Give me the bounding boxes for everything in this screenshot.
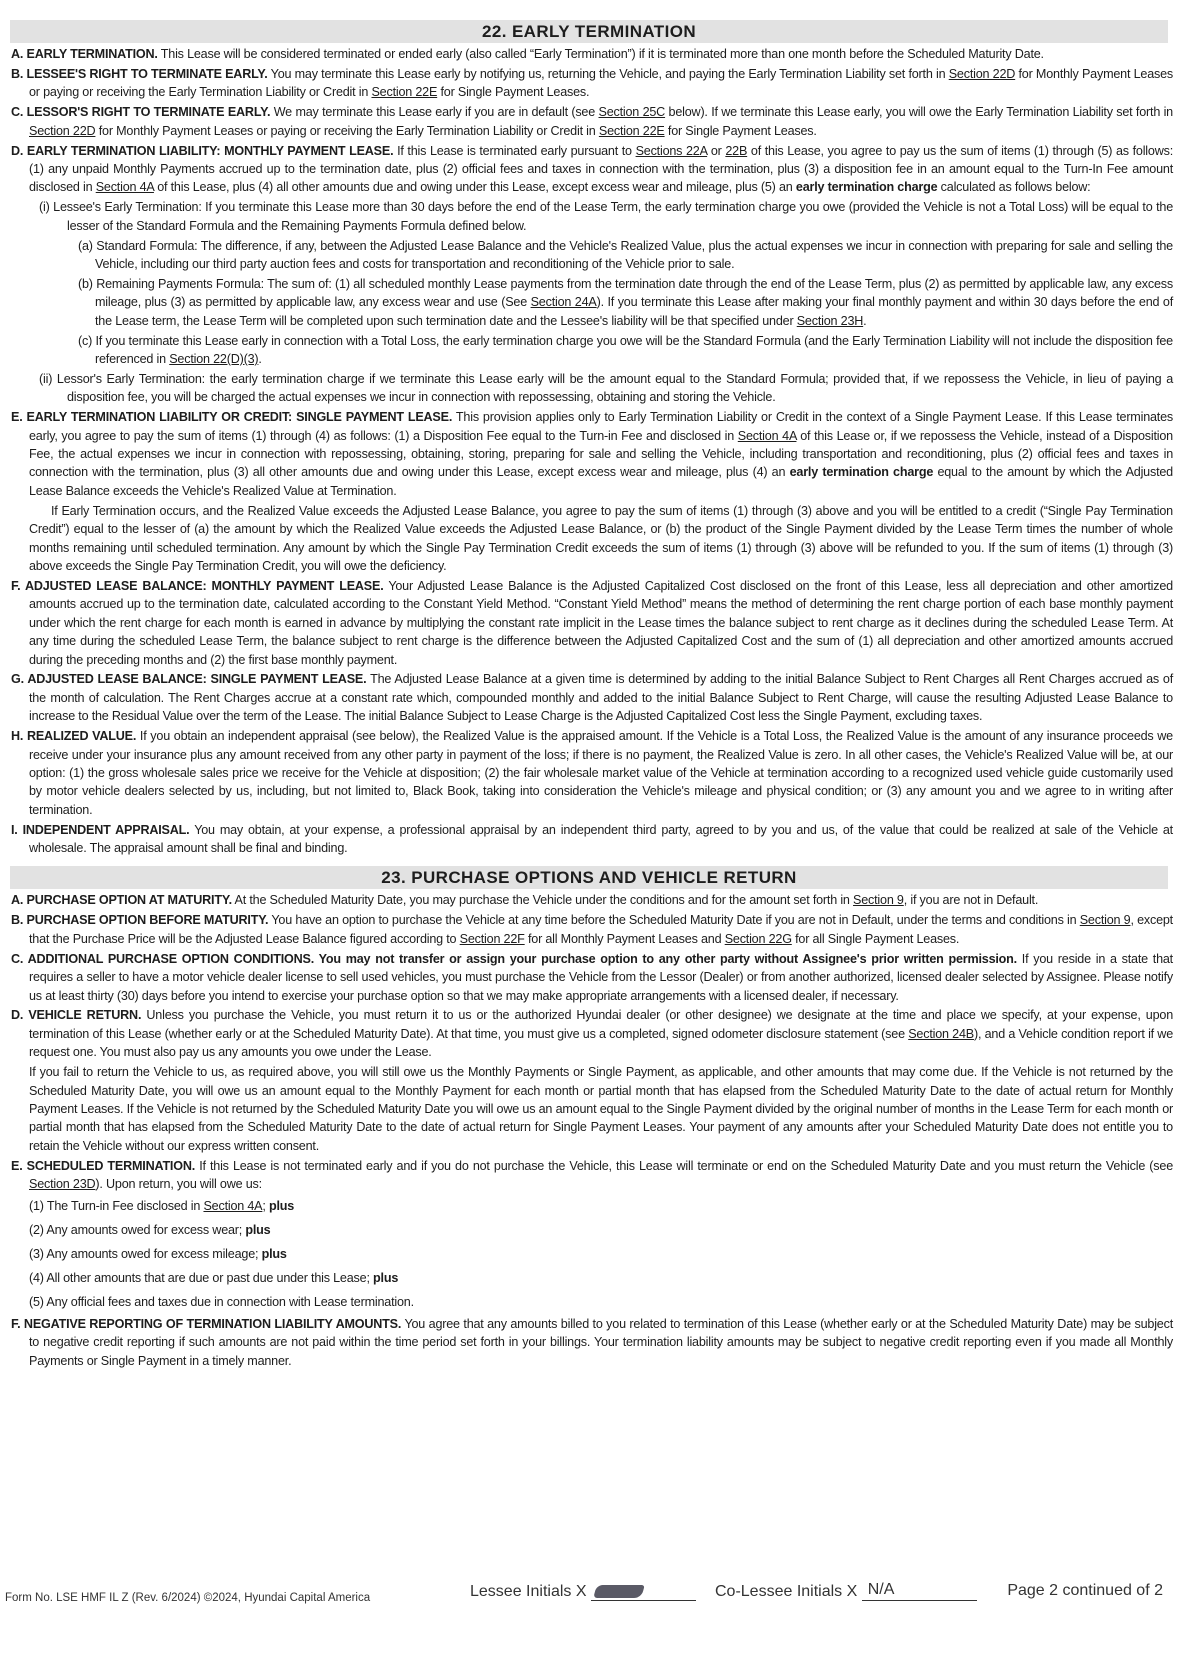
section-ref: Section 24A (530, 295, 597, 310)
page-number: Page 2 continued of 2 (1007, 1582, 1163, 1599)
clause-22b: B. LESSEE'S RIGHT TO TERMINATE EARLY. You may terminate this Lease early by notifying us, returning the Vehicle, and paying the Early Termination Liability set forth in Section 22D for Monthly Payment Leases or paying or receiving the Early Termination Liability or Credit in Section 22E for Single Payment Leases. (11, 66, 1174, 100)
lease-text (5, 20, 1173, 1372)
colessee-initials-label: Co-Lessee Initials X (715, 1583, 858, 1600)
list-item: (4) All other amounts that are due or past due under this Lease; plus (29, 1270, 399, 1285)
section-ref: Section 22E (598, 123, 665, 138)
list-item: (2) Any amounts owed for excess wear; plus (29, 1222, 271, 1237)
section-ref: Section 9 (853, 893, 904, 908)
clause-23f: F. NEGATIVE REPORTING OF TERMINATION LIABILITY AMOUNTS. You agree that any amounts billed to you related to termination of this Lease (whether early or at the Scheduled Maturity Date) may be subject to negative credit reporting if such amounts are not paid within the time period set forth in your billings. Your termination liability amounts may be subject to negative credit reporting even if you made all Monthly Payments or Single Payment in a timely manner. (11, 1316, 1174, 1368)
clause-22c: C. LESSOR'S RIGHT TO TERMINATE EARLY. We may terminate this Lease early if you are in default (see Section 25C below). If we terminate this Lease early, you will owe the Early Termination Liability set forth in Section 22D for Monthly Payment Leases or paying or receiving the Early Termination Liability or Credit in Section 22E for Single Payment Leases. (11, 105, 1173, 138)
clause-23c: C. ADDITIONAL PURCHASE OPTION CONDITIONS. You may not transfer or assign your purchase option to any other party without Assignee's prior written permission. If you reside in a state that requires a seller to have a motor vehicle dealer license to sell used vehicles, you must purchase the Vehicle from the Lessor (Dealer) or from another authorized, licensed dealer selected by Assignee. Please notify us at least thirty (30) days before you intend to exercise your purchase option so that we may make appropriate arrangements with a licensed dealer, if necessary. (11, 951, 1173, 1003)
clause-23d: D. VEHICLE RETURN. Unless you purchase the Vehicle, you must return it to us or the authorized Hyundai dealer (or other designee) we designate at the time and place we specify, at your expense, upon termination of this Lease (whether early or at the Scheduled Maturity Date). At that time, you must give us a completed, signed odometer disclosure statement (see Section 24B), and a Vehicle condition report if we request one. You must also pay us any amounts you owe under the Lease. (11, 1008, 1174, 1060)
clause-22h: H. REALIZED VALUE. If you obtain an independent appraisal (see below), the Realized Value is the appraised amount. If the Vehicle is a Total Loss, the Realized Value is the amount of any insurance proceeds we receive under your insurance plus any amount received from any other party in payment of the loss; if there is no payment, the Realized Value is zero. In all other cases, the Vehicle's Realized Value will be, at our option: (1) the gross wholesale sales price we receive for the Vehicle at disposition; (2) the fair wholesale market value of the Vehicle at termination according to a recognized used vehicle guide customarily used by motor vehicle dealers selected by us, including, but not limited to, Black Book, taking into consideration the Vehicle's mileage and physical condition; or (3) any amount you and we agree to in writing after termination. (11, 729, 1173, 817)
clause-22e-continued: If Early Termination occurs, and the Realized Value exceeds the Adjusted Lease Balance, you agree to pay the sum of items (1) through (3) above and you will be entitled to a credit (“Single Pay Termination Credit”) equal to the lesser of (a) the amount by which the Realized Value exceeds the Adjusted Lease Balance, or (b) the product of the Single Payment divided by the Lease Term times the number of whole months remaining until scheduled termination. Any amount by which the Single Pay Termination Credit exceeds the sum of items (1) through (3) above will be refunded to you. If the sum of items (1) through (3) above exceeds the Single Pay Termination Credit, you will owe the deficiency. (29, 503, 1173, 573)
clause-22d-i-b: (b) Remaining Payments Formula: The sum of: (1) all scheduled monthly Lease payments from the termination date through the end of the Lease Term, plus (2) as permitted by applicable law, any excess mileage, plus (3) as permitted by applicable law, any excess wear and use (See Section 24A). If you terminate this Lease after making your final monthly payment and within 30 days before the end of the Lease term, the Lease Term will be completed upon such termination date and the Lessee's liability will be that specified under Section 23H. (78, 276, 1174, 328)
lessee-initials-label: Lessee Initials X (470, 1583, 587, 1600)
colessee-initials (715, 1582, 977, 1601)
section-ref: Sections 22A (635, 143, 708, 158)
clause-23b: B. PURCHASE OPTION BEFORE MATURITY. You have an option to purchase the Vehicle at any time before the Scheduled Maturity Date if you are not in Default, under the terms and conditions in Section 9, except that the Purchase Price will be the Adjusted Lease Balance figured according to Section 22F for all Monthly Payment Leases and Section 22G for all Single Payment Leases. (11, 913, 1173, 946)
lessee-initials-field[interactable] (591, 1582, 696, 1601)
colessee-initials-value: N/A (867, 1581, 895, 1598)
section-ref: Section 22D (948, 66, 1016, 81)
section-ref: Section 24B (908, 1026, 974, 1041)
section-ref: Section 4A (203, 1198, 263, 1213)
section-ref: Section 23D (29, 1177, 96, 1192)
clause-22e: E. EARLY TERMINATION LIABILITY OR CREDIT: SINGLE PAYMENT LEASE. This provision applies only to Early Termination Liability or Credit in the context of a Single Payment Lease. If this Lease terminates early, you agree to pay the sum of items (1) through (4) as follows: (1) a Disposition Fee equal to the Turn-in Fee and disclosed in Section 4A of this Lease or, if we repossess the Vehicle, instead of a Disposition Fee, the actual expenses we incur in connection with repossessing, obtaining, storing, preparing for sale and selling the Vehicle, including transportation and reconditioning, plus (2) official fees and taxes in connection with the termination, plus (3) all other amounts due and owing under this Lease, except excess wear and mileage, plus (4) an early termination charge equal to the amount by which the Adjusted Lease Balance exceeds the Vehicle's Realized Value at Termination. (11, 410, 1174, 498)
clause-22d: D. EARLY TERMINATION LIABILITY: MONTHLY PAYMENT LEASE. If this Lease is terminated early pursuant to Sections 22A or 22B of this Lease, you agree to pay us the sum of items (1) through (5) as follows: (1) any unpaid Monthly Payments accrued up to the termination date, plus (2) official fees and taxes in connection with the termination, plus (3) a disposition fee in an amount equal to the Turn-In Fee amount disclosed in Section 4A of this Lease, plus (4) all other amounts due and owing under this Lease, except excess wear and mileage, plus (5) an early termination charge calculated as follows below: (11, 143, 1173, 195)
list-item: (3) Any amounts owed for excess mileage; plus (29, 1246, 287, 1261)
section-ref: Section 23H (796, 313, 864, 328)
section-ref: Section 22(D)(3) (169, 352, 259, 366)
section-ref: Section 25C (598, 105, 666, 120)
section-ref: Section 22G (724, 931, 792, 946)
clause-22d-i-c: (c) If you terminate this Lease early in connection with a Total Loss, the early termination charge you owe will be the Standard Formula (and the Early Termination Liability will not include the disposition fee referenced in Section 22(D)(3). (78, 333, 1173, 366)
section-23-title: 23. PURCHASE OPTIONS AND VEHICLE RETURN (10, 866, 1168, 889)
clause-22d-i-a: (a) Standard Formula: The difference, if any, between the Adjusted Lease Balance and the Vehicle's Realized Value, plus the actual expenses we incur in connection with preparing for sale and selling the Vehicle, including our third party auction fees and costs for transportation and reconditioning of the Vehicle prior to sale. (78, 238, 1173, 271)
list-item: (5) Any official fees and taxes due in connection with Lease termination. (29, 1294, 414, 1309)
clause-23e: E. SCHEDULED TERMINATION. If this Lease is not terminated early and if you do not purchase the Vehicle, this Lease will terminate or end on the Scheduled Maturity Date and you must return the Vehicle (see Section 23D). Upon return, you will owe us: (11, 1158, 1173, 1192)
page-footer (5, 1580, 1175, 1610)
section-ref: Section 4A (737, 428, 797, 443)
clause-22g: G. ADJUSTED LEASE BALANCE: SINGLE PAYMENT LEASE. The Adjusted Lease Balance at a given time is determined by adding to the initial Balance Subject to Rent Charges all Rent Charges accrued as of the month of calculation. The Rent Charges accrue at a constant rate which, compounded monthly and added to the initial Balance Subject to Rent Charge, will cause the resulting Adjusted Lease Balance to increase to the Residual Value over the term of the Lease. The initial Balance Subject to Lease Charge is the Adjusted Capitalized Cost less the Single Payment, excluding taxes. (11, 672, 1173, 724)
list-item: (1) The Turn-in Fee disclosed in Section 4A; plus (29, 1198, 295, 1213)
section-ref: Section 22E (371, 85, 438, 100)
section-ref: 22B (725, 143, 748, 158)
clause-22i: I. INDEPENDENT APPRAISAL. You may obtain, at your expense, a professional appraisal by an independent third party, agreed to by you and us, of the value that could be realized at sale of the Vehicle at wholesale. The appraisal amount shall be final and binding. (11, 822, 1173, 856)
section-ref: Section 22D (29, 123, 96, 138)
colessee-initials-field[interactable] (862, 1582, 977, 1601)
section-ref: Section 22F (459, 931, 525, 946)
section-22-title: 22. EARLY TERMINATION (10, 20, 1168, 43)
clause-23a: A. PURCHASE OPTION AT MATURITY. At the Scheduled Maturity Date, you may purchase the Vehicle under the conditions and for the amount set forth in Section 9, if you are not in Default. (11, 893, 1039, 908)
clause-23d-continued: If you fail to return the Vehicle to us, as required above, you will still owe us the Monthly Payments or Single Payment, as applicable, and other amounts that may come due. If the Vehicle is not returned by the Scheduled Maturity Date, you will owe us an amount equal to the Monthly Payment for each month or partial month that has elapsed from the Scheduled Maturity Date to the date of actual return for Monthly Payment Leases. If the Vehicle is not returned by the Scheduled Maturity Date you will owe us an amount equal to the Single Payment divided by the original number of months in the Lease Term for each month or partial month that has elapsed from the Scheduled Maturity Date to the date of actual return for Single Payment Leases. Your payment of any amounts after your Scheduled Maturity Date does not entitle you to retain the Vehicle without our express written consent. (29, 1065, 1173, 1153)
initials-scribble (593, 1585, 644, 1598)
lessee-initials (470, 1582, 696, 1601)
form-number: Form No. LSE HMF IL Z (Rev. 6/2024) ©2024, Hyundai Capital America (5, 1592, 371, 1604)
clause-22f: F. ADJUSTED LEASE BALANCE: MONTHLY PAYMENT LEASE. Your Adjusted Lease Balance is the Adjusted Capitalized Cost disclosed on the front of this Lease, less all depreciation and other amortized amounts accrued up to the termination date, calculated according to the Constant Yield Method. “Constant Yield Method” means the method of determining the rent charge portion of each base monthly payment under which the rent charge for each month is earned in advance by multiplying the constant rate implicit in the Lease times the balance subject to rent charge as it declines during the scheduled Lease Term. At any time during the scheduled Lease Term, the balance subject to rent charge is the difference between the Adjusted Capitalized Cost and the sum of (1) all depreciation and other amortized amounts accrued during the preceding months and (2) the first base monthly payment. (11, 578, 1173, 667)
section-ref: Section 4A (95, 180, 154, 195)
clause-22d-i: (i) Lessee's Early Termination: If you terminate this Lease more than 30 days before the end of the Lease Term, the early termination charge you owe (provided the Vehicle is not a Total Loss) will be equal to the lesser of the Standard Formula and the Remaining Payments Formula defined below. (39, 200, 1173, 233)
clause-22a: A. EARLY TERMINATION. This Lease will be considered terminated or ended early (also called “Early Termination”) if it is terminated more than one month before the Scheduled Maturity Date. (11, 47, 1044, 61)
clause-22d-ii: (ii) Lessor's Early Termination: the early termination charge if we terminate this Lease early will be the amount equal to the Standard Formula; provided that, if we repossess the Vehicle, in lieu of paying a disposition fee, you will be charged the actual expenses we incur in connection with repossessing, obtaining and storing the Vehicle. (39, 371, 1173, 405)
section-ref: Section 9 (1079, 913, 1131, 928)
